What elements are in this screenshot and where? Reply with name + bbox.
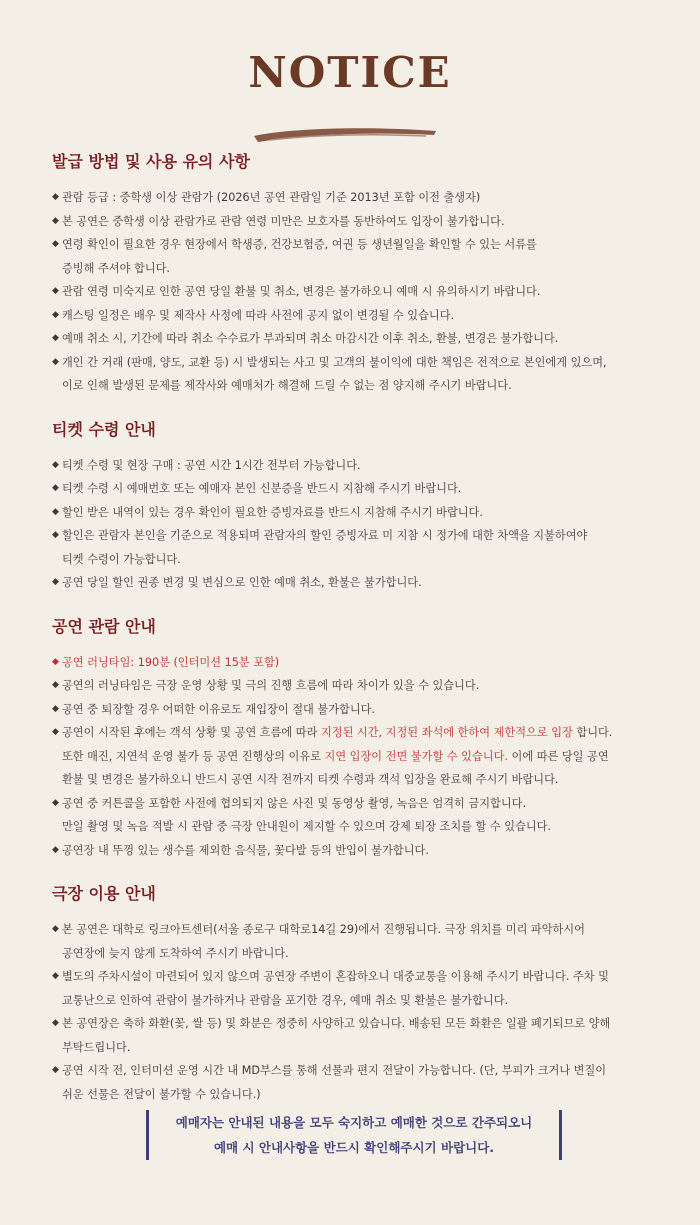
list-item: ◆ 티켓 수령 시 예매번호 또는 예매자 본인 신분증을 반드시 지참해 주시기 바랍니다. xyxy=(52,477,662,501)
section-title: 티켓 수령 안내 xyxy=(52,419,156,439)
notice-header xyxy=(0,40,700,120)
list-item: ◆ 관람 연령 미숙지로 인한 공연 당일 환불 및 취소, 변경은 불가하오니 예매 시 유의하시기 바랍니다. xyxy=(52,280,662,304)
section-theater xyxy=(52,882,662,1106)
bullet-icon: ◆ xyxy=(52,577,59,587)
list-item: ◆ 공연 당일 할인 권종 변경 및 변심으로 인한 예매 취소, 환불은 불가합니다. xyxy=(52,571,662,595)
brush-stroke-underline xyxy=(250,122,440,146)
bullet-icon: ◆ xyxy=(52,356,59,367)
list-item: ◆ 공연 중 퇴장할 경우 어떠한 이유로도 재입장이 절대 불가합니다. xyxy=(52,698,662,722)
list-item: ◆ 할인 받은 내역이 있는 경우 확인이 필요한 증빙자료를 반드시 지참해 주시기 바랍니다. xyxy=(52,501,662,525)
bullet-icon: ◆ xyxy=(52,971,59,981)
section-title: 극장 이용 안내 xyxy=(52,884,156,903)
bullet-icon: ◆ xyxy=(52,333,59,343)
highlight-text: 지연 입장이 전면 불가할 수 있습니다. xyxy=(324,749,508,763)
bullet-icon: ◆ xyxy=(52,844,59,855)
bullet-icon: ◆ xyxy=(52,286,59,296)
bullet-icon: ◆ xyxy=(52,1065,59,1075)
list-item: ◆ 예매 취소 시, 기간에 따라 취소 수수료가 부과되며 취소 마감시간 이후 취소, 환불, 변경은 불가합니다. xyxy=(52,327,662,351)
footer-notice-box xyxy=(146,1110,562,1160)
list-item: ◆ 관람 등급 : 중학생 이상 관람가 (2026년 공연 관람일 기준 2013년 포함 이전 출생자) xyxy=(52,186,662,210)
bullet-icon: ◆ xyxy=(52,703,59,714)
notice-title: NOTICE xyxy=(248,48,452,97)
bullet-icon: ◆ xyxy=(52,506,59,517)
list-item-running-time: ◆ 공연 러닝타임: 190분 (인터미션 15분 포함) xyxy=(52,651,662,675)
list-item: ◆ 할인은 관람자 본인을 기준으로 적용되며 관람자의 할인 증빙자료 미 지참 시 정가에 대한 차액을 지불하여야 티켓 수령이 가능합니다. xyxy=(52,524,662,571)
notice-content xyxy=(52,150,662,1126)
list-item: ◆ 공연 시작 전, 인터미션 운영 시간 내 MD부스를 통해 선물과 편지 전달이 가능합니다. (단, 부피가 크거나 변질이 쉬운 선물은 전달이 불가할 수 있습니다.) xyxy=(52,1059,662,1106)
bullet-icon: ◆ xyxy=(52,1018,59,1028)
list-item: ◆ 본 공연장은 축하 화환(꽃, 쌀 등) 및 화분은 정중히 사양하고 있습니다. 배송된 모든 화환은 일괄 폐기되므로 양해 부탁드립니다. xyxy=(52,1012,662,1059)
list-item: ◆ 공연이 시작된 후에는 객석 상황 및 공연 흐름에 따라 지정된 시간, 지정된 좌석에 한하여 제한적으로 입장 합니다. 또한 매진, 지연석 운영 불가 등 공연 진행상의 이유로 지연 입장이 전면 불가할 수 있습니다. 이에 따른 당일 공연 환불 및 변경은 불가하오니 반드시 공연 시작 전까지 티켓 수령과 객석 입장을 완료해 주시기 바랍니다. xyxy=(52,721,662,792)
section-title: 발급 방법 및 사용 유의 사항 xyxy=(52,152,250,171)
section-ticket-pickup xyxy=(52,418,662,595)
bullet-icon: ◆ xyxy=(52,192,59,202)
footer-line: 예매 시 안내사항을 반드시 확인해주시기 바랍니다. xyxy=(213,1140,495,1155)
list-item: ◆ 캐스팅 일정은 배우 및 제작사 사정에 따라 사전에 공지 없이 변경될 수 있습니다. xyxy=(52,304,662,328)
list-item: ◆ 별도의 주차시설이 마련되어 있지 않으며 공연장 주변이 혼잡하오니 대중교통을 이용해 주시기 바랍니다. 주차 및 교통난으로 인하여 관람이 불가하거나 관람을 포기한 경우, 예매 취소 및 환불은 불가합니다. xyxy=(52,965,662,1012)
highlight-text: 지정된 시간, 지정된 좌석에 한하여 제한적으로 입장 xyxy=(320,726,573,739)
section-title: 공연 관람 안내 xyxy=(52,616,156,636)
bullet-icon: ◆ xyxy=(52,656,59,667)
bullet-icon: ◆ xyxy=(52,727,59,737)
footer-line: 예매자는 안내된 내용을 모두 숙지하고 예매한 것으로 간주되오니 xyxy=(175,1115,533,1130)
bullet-icon: ◆ xyxy=(52,797,59,808)
list-item: ◆ 개인 간 거래 (판매, 양도, 교환 등) 시 발생되는 사고 및 고객의 불이익에 대한 책임은 전적으로 본인에게 있으며, 이로 인해 발생된 문제를 제작사와 예매처가 해결해 드릴 수 없는 점 양지해 주시기 바랍니다. xyxy=(52,351,662,398)
list-item: ◆ 본 공연은 중학생 이상 관람가로 관람 연령 미만은 보호자를 동반하여도 입장이 불가합니다. xyxy=(52,210,662,234)
bullet-icon: ◆ xyxy=(52,483,59,493)
bullet-icon: ◆ xyxy=(52,309,59,320)
bullet-icon: ◆ xyxy=(52,215,59,226)
bullet-icon: ◆ xyxy=(52,239,59,249)
bullet-icon: ◆ xyxy=(52,530,59,540)
list-item: ◆ 본 공연은 대학로 링크아트센터(서울 종로구 대학로14길 29)에서 진행됩니다. 극장 위치를 미리 파악하시어 공연장에 늦지 않게 도착하여 주시기 바랍니다. xyxy=(52,918,662,965)
bullet-icon: ◆ xyxy=(52,680,59,690)
list-item: ◆ 공연 중 커튼콜을 포함한 사전에 협의되지 않은 사진 및 동영상 촬영, 녹음은 엄격히 금지합니다. 만일 촬영 및 녹음 적발 시 관람 중 극장 안내원이 제지할 수 있으며 강제 퇴장 조치를 할 수 있습니다. xyxy=(52,792,662,839)
list-item: ◆ 티켓 수령 및 현장 구매 : 공연 시간 1시간 전부터 가능합니다. xyxy=(52,454,662,478)
list-item: ◆ 연령 확인이 필요한 경우 현장에서 학생증, 건강보험증, 여권 등 생년월일을 확인할 수 있는 서류를 증빙해 주셔야 합니다. xyxy=(52,233,662,280)
list-item: ◆ 공연장 내 뚜껑 있는 생수를 제외한 음식물, 꽃다발 등의 반입이 불가합니다. xyxy=(52,839,662,863)
bullet-icon: ◆ xyxy=(52,924,59,934)
list-item: ◆ 공연의 러닝타임은 극장 운영 상황 및 극의 진행 흐름에 따라 차이가 있을 수 있습니다. xyxy=(52,674,662,698)
section-ticketing xyxy=(52,150,662,398)
section-viewing xyxy=(52,615,662,863)
bullet-icon: ◆ xyxy=(52,459,59,470)
